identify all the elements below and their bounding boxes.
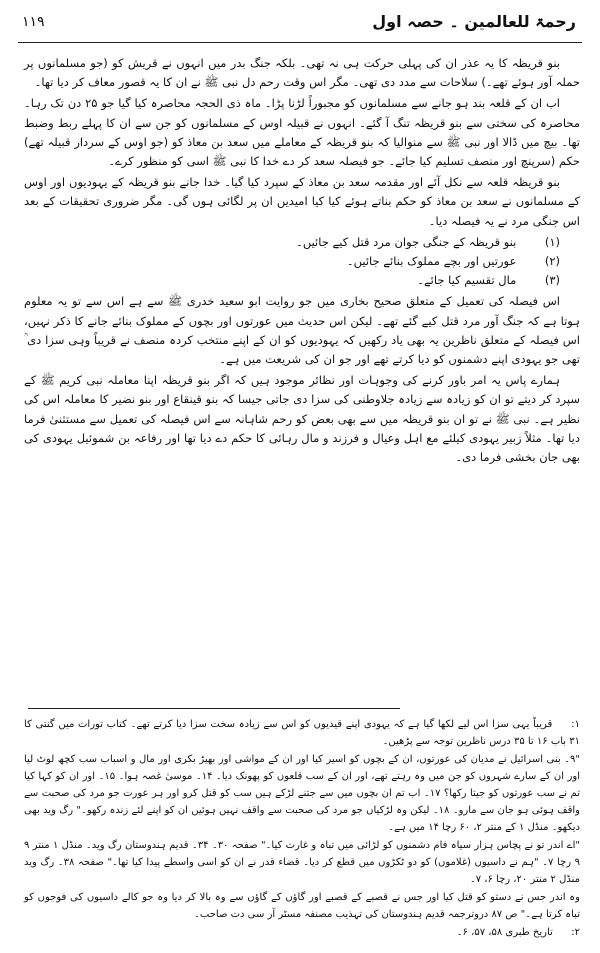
- ruling-item: [24, 271, 580, 290]
- paragraph: اس فیصلہ کی تعمیل کے متعلق صحیح بخاری میں جو روایت ابو سعید خدری ﷺ سے ہے اس سے تو یہ معلوم ہوتا ہے کہ جنگ آور مرد قتل کیے گئے تھے۔ لیکن اس حدیث میں عورتوں اور بچوں کے مملوک بنائے جانے کا ذکر نہیں، اس فیصلہ کے متعلق ناظرین یہ بھی یاد رکھیں کہ یہودیوں کو ان کے اپنے منتخب کردہ منصف نے قریباً وہی سزا دی ؒ تھی جو یہودی اپنے دشمنوں کو دیا کرتے تھے اور جو ان کی شریعت میں ہے۔: [24, 294, 580, 367]
- footnote-text: "اے اندر تو نے پچاس ہزار سیاہ فام دشمنوں کو لڑائی میں تباہ و غارت کیا۔" صفحہ ۳۰۔ ۳۴۔ قدیم ہندوستان رگ وید۔ منڈل ۱ منتر ۹ ۹ رچا ۷۔ "ہم نے داسیوں (غلاموں) کو دو ٹکڑوں میں قطع کر دیا۔ قضاء قدر نے ان کو اسی واسطے پیدا کیا تھا۔" صفحہ ۳۸۔ رگ وید منڈل ۲ منتر ۲۰، رچا ۶، ۷۔: [24, 840, 581, 885]
- footnote-text: "۹۔ بنی اسرائیل نے مدیان کی عورتوں، ان کے بچوں کو اسیر کیا اور ان کے مواشی اور بھیڑ بکری اور مال و اسباب سب کچھ لوٹ لیا اور ان کے سارے شہروں کو جن میں وہ رہتے تھے، اور ان کے سب قلعوں کو پھونک دیا۔ ۱۴۔ موسیٰ غصہ ہوا۔ ۱۵۔ اور ان کو کہا کیا تم نے سب عورتوں کو جیتا رکھا؟ ۱۷۔ اب تم ان بچوں میں سے جتنے لڑکے ہیں سب کو قتل کرو اور ہر عورت جو مرد کی صحبت سے واقف ہوئی ہو جان سے مارو۔ ۱۸۔ لیکن وہ لڑکیاں جو مرد کی صحبت سے واقف نہیں ہوئیں ان کو اپنے لئے زندہ رکھو۔" رگ وید بھی دیکھو۔ منڈل ۱ کے منتر ۲، ۶۰ رچا ۱۴ میں ہے۔: [24, 754, 581, 833]
- footnote-text: وہ اندر جس نے دستو کو قتل کیا اور جس نے قصبے کے قصبے اور گاؤں کے گاؤں سے وہ بالا کر دیا وہ جو کالے داسیوں کی فوجوں کو تباہ کرتا ہے۔" ص ۸۷ دروترجمہ قدیم ہندوستان کی تہذیب مصنفہ مسٹر آر سی دت صاحب۔: [24, 892, 580, 920]
- header-rule: [18, 42, 582, 43]
- footnote: [24, 751, 580, 836]
- paragraph: اب ان کے قلعہ بند ہو جانے سے مسلمانوں کو مجبوراً لڑنا پڑا۔ ماہ ذی الحجہ محاصرہ کیا گیا جو ۲۵ دن تک رہا۔ محاصرہ کی سختی سے بنو قریظہ تنگ آ گئے۔ انہوں نے قبیلہ اوس کے مسلمانوں کو جن سے ان کا پہلے ربط وضبط تھا۔ بیچ میں ڈالا اور نبی ﷺ سے منوالیا کہ بنو قریظہ کے معاملے میں سعد بن معاذ کو (جو اوس کے سردار قبیلہ تھے) حکم (سرپنچ اور منصف تسلیم کیا جائے۔ جو فیصلہ سعد کر دے خدا کا نبی ﷺ اسی کو منظور کرے۔: [24, 96, 580, 169]
- footnote: [24, 924, 580, 941]
- ruling-item-number: (۱): [544, 234, 560, 249]
- paragraph: بنو قریظہ کا یہ عذر ان کی پہلی حرکت ہی نہ تھی۔ بلکہ جنگ بدر میں انہوں نے قریش کو (جو مسلمانوں پر حملہ آور ہوئے تھے۔) سلاحات سے مدد دی تھی۔ مگر اس وقت رحم دل نبی ﷺ نے ان کا یہ قصور معاف کر دیا تھا۔: [24, 56, 580, 90]
- footnote-text: تاریخ طبری ۵۸، ۵۷، ۶۔: [456, 927, 553, 938]
- footnote: [24, 837, 580, 888]
- paragraph: ہمارے پاس یہ امر باور کرنے کی وجوہات اور نظائر موجود ہیں کہ اگر بنو قریظہ اپنا معاملہ نبی کریم ﷺ کے سپرد کر دیتے تو ان کو زیادہ سے زیادہ جلاوطنی کی سزا دی جاتی جیسا کہ بنو قینقاع اور بنو نضیر کا معاملہ اس کی نظیر ہے۔ نبی ﷺ نے تو ان بنو قریظہ میں سے بھی بعض کو رحم شاہانہ سے اس فیصلہ کی تعمیل سے مستثنیٰ فرما دیا تھا۔ مثلاً زبیر یہودی کیلئے مع اہل وعیال و فرزند و مال رہائی کا حکم دے دیا تھا اور رفاعہ بن شموئیل یہودی کی بھی جان بخشی فرما دی۔: [24, 373, 580, 465]
- ruling-item-number: (۳): [544, 273, 560, 288]
- footnote-marker: ۱:: [571, 719, 580, 730]
- footnotes: [24, 716, 580, 942]
- paragraph: بنو قریظہ قلعہ سے نکل آئے اور مقدمہ سعد بن معاذ کے سپرد کیا گیا۔ خدا جانے بنو قریظہ کے یہودیوں اور اوس کے مسلمانوں نے سعد بن معاذ کو حکم بناتے ہوئے کیا کیا امیدیں ان پر لگائی ہوں گی۔ مگر ضروری تحقیقات کے بعد اس جنگی مرد نے یہ فیصلہ دیا۔: [24, 175, 580, 228]
- footnote-text: قریباً یہی سزا اس لیے لکھا گیا ہے کہ یہودی اپنے قیدیوں کو اس سے زیادہ سخت سزا دیا کرتے تھے۔ کتاب تورات میں گنتی کا ۳۱ باب ۱۶ تا ۳۵ درس ناظرین توجہ سے پڑھیں۔: [24, 719, 580, 747]
- main-text: [24, 54, 580, 469]
- ruling-item-text: عورتیں اور بچے مملوک بنائے جائیں۔: [346, 254, 517, 269]
- ruling-item-text: بنو قریظہ کے جنگی جوان مرد قتل کیے جائیں۔: [296, 234, 517, 249]
- footnote-marker: ۲:: [571, 927, 580, 938]
- footnote-rule: [28, 708, 400, 709]
- page-number: ۱۱۹: [22, 14, 45, 30]
- ruling-item: [24, 252, 580, 271]
- footnote: [24, 889, 580, 923]
- footnote: [24, 716, 580, 750]
- ruling-item: [24, 233, 580, 252]
- ruling-list: [24, 233, 580, 291]
- page-header: [18, 10, 582, 38]
- ruling-item-number: (۲): [544, 254, 560, 269]
- ruling-item-text: مال تقسیم کیا جائے۔: [417, 273, 517, 288]
- running-head: رحمۃ للعالمین ۔ حصہ اول: [372, 12, 576, 31]
